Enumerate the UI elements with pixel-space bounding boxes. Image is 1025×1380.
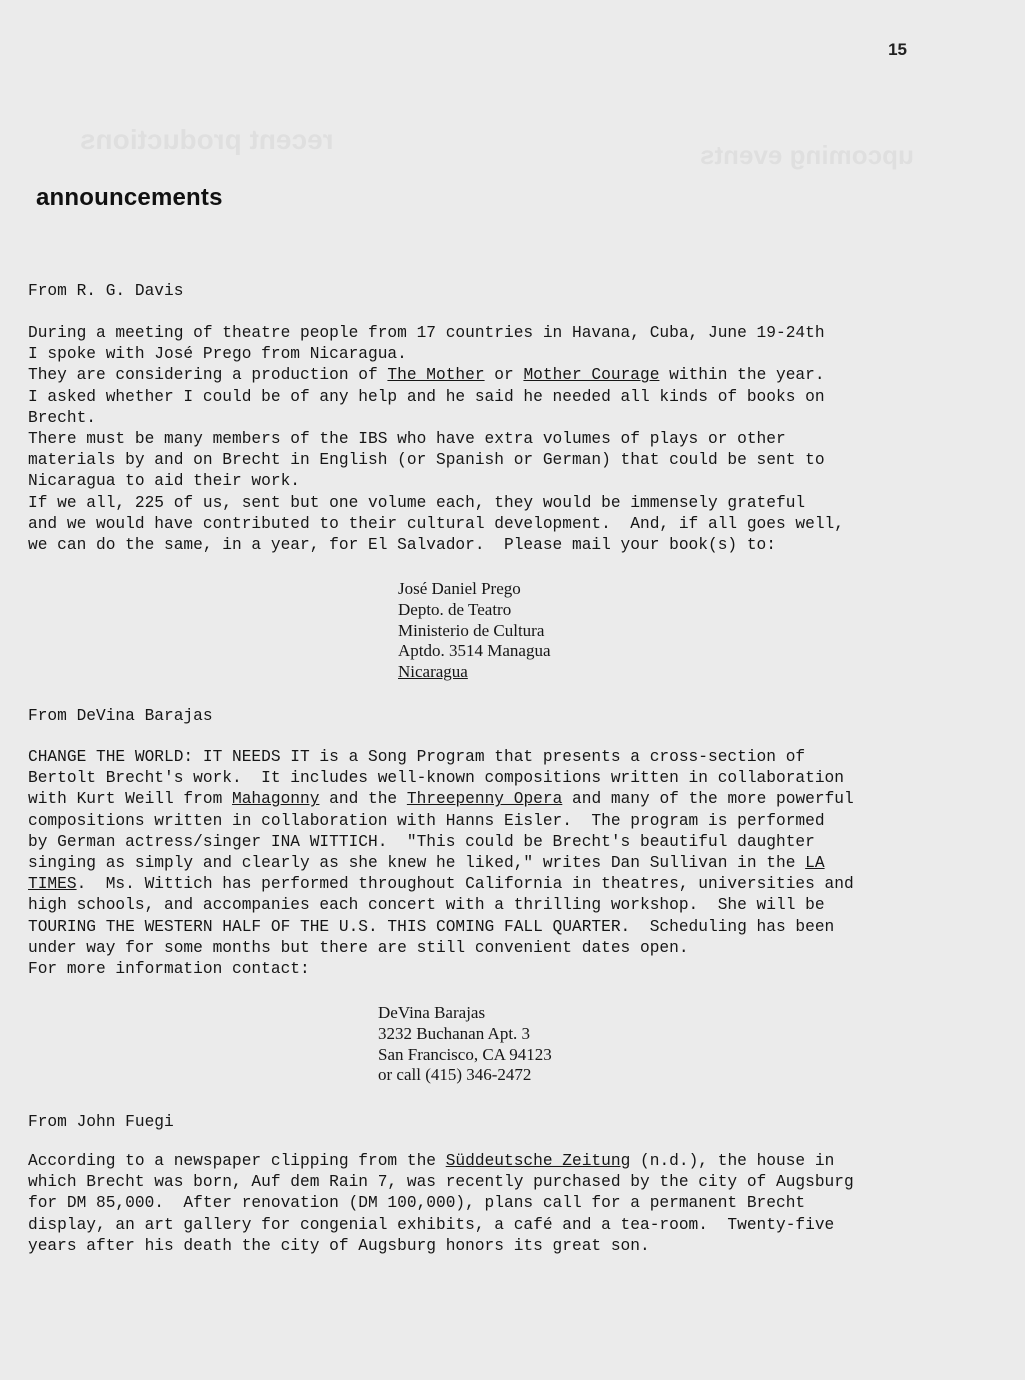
text-line: If we all, 225 of us, sent but one volume each, they would be immensely grateful	[28, 493, 806, 512]
text-span: or	[484, 366, 524, 385]
davis-from: From R. G. Davis	[28, 282, 184, 300]
text-line	[28, 1151, 854, 1172]
text-span: and many of the more powerful	[562, 790, 854, 809]
text-line: years after his death the city of Augsburg honors its great son.	[28, 1236, 650, 1255]
title-mahagonny: Mahagonny	[232, 790, 320, 809]
fuegi-from: From John Fuegi	[28, 1113, 174, 1131]
show-through-text: recent productions	[80, 124, 334, 155]
text-line	[28, 365, 844, 386]
text-line: There must be many members of the IBS who have extra volumes of plays or other	[28, 430, 786, 449]
title-threepenny-opera: Threepenny Opera	[406, 790, 563, 809]
text-line: Bertolt Brecht's work. It includes well-known compositions written in collaboration	[28, 769, 844, 788]
text-span: (n.d.), the house in	[630, 1152, 835, 1170]
text-line: we can do the same, in a year, for El Salvador. Please mail your book(s) to:	[28, 536, 776, 555]
text-line: and we would have contributed to their cultural development. And, if all goes well,	[28, 514, 844, 533]
text-line: I spoke with José Prego from Nicaragua.	[28, 345, 407, 364]
text-line: which Brecht was born, Auf dem Rain 7, was recently purchased by the city of Augsburg	[28, 1173, 854, 1192]
text-line	[28, 789, 854, 810]
text-span: According to a newspaper clipping from the	[28, 1152, 446, 1170]
title-mother-courage: Mother Courage	[523, 366, 660, 385]
text-line	[28, 874, 854, 895]
address-line: Aptdo. 3514 Managua	[398, 641, 551, 661]
text-line: TOURING THE WESTERN HALF OF THE U.S. THIS COMING FALL QUARTER. Scheduling has been	[28, 917, 835, 936]
text-line: display, an art gallery for congenial exhibits, a café and a tea-room. Twenty-five	[28, 1215, 835, 1234]
text-line: for DM 85,000. After renovation (DM 100,000), plans call for a permanent Brecht	[28, 1194, 806, 1213]
text-line: I asked whether I could be of any help and he said he needed all kinds of books on	[28, 387, 825, 406]
address-line: DeVina Barajas	[378, 1003, 486, 1022]
title-suddeutsche-zeitung: Süddeutsche Zeitung	[445, 1152, 631, 1170]
text-span: They are considering a production of	[28, 366, 388, 385]
text-line: Nicaragua to aid their work.	[28, 472, 300, 491]
davis-paragraph	[28, 323, 844, 556]
text-span: with Kurt Weill from	[28, 790, 232, 809]
title-la-times: LA	[805, 854, 825, 873]
text-line: compositions written in collaboration with Hanns Eisler. The program is performed	[28, 811, 825, 830]
text-line: Brecht.	[28, 408, 96, 427]
title-la-times: TIMES	[28, 875, 77, 894]
text-line: CHANGE THE WORLD: IT NEEDS IT is a Song Program that presents a cross-section of	[28, 748, 806, 766]
text-span: singing as simply and clearly as she knew he liked," writes Dan Sullivan in the	[28, 854, 806, 873]
barajas-address	[378, 1003, 552, 1086]
text-span: . Ms. Wittich has performed throughout California in theatres, universities and	[76, 875, 854, 894]
text-line: For more information contact:	[28, 960, 310, 979]
title-the-mother: The Mother	[387, 366, 485, 385]
address-line: José Daniel Prego	[398, 579, 521, 598]
address-line: 3232 Buchanan Apt. 3	[378, 1023, 531, 1043]
text-line: under way for some months but there are still convenient dates open.	[28, 938, 689, 957]
text-line	[28, 853, 854, 874]
barajas-paragraph	[28, 747, 854, 980]
text-line: During a meeting of theatre people from 17 countries in Havana, Cuba, June 19-24th	[28, 324, 825, 342]
address-country: Nicaragua	[398, 662, 468, 682]
text-line: by German actress/singer INA WITTICH. "This could be Brecht's beautiful daughter	[28, 832, 815, 851]
text-span: within the year.	[659, 366, 825, 385]
show-through-text: upcoming events	[700, 140, 914, 170]
address-line: or call (415) 346-2472	[378, 1065, 532, 1085]
text-line: high schools, and accompanies each concert with a thrilling workshop. She will be	[28, 896, 825, 915]
text-span: and the	[319, 790, 407, 809]
address-line: San Francisco, CA 94123	[378, 1044, 552, 1064]
section-heading: announcements	[36, 184, 223, 211]
address-line: Depto. de Teatro	[398, 599, 512, 619]
barajas-from: From DeVina Barajas	[28, 707, 213, 725]
address-line: Ministerio de Cultura	[398, 620, 545, 640]
prego-address	[398, 579, 551, 683]
page-number: 15	[888, 40, 907, 59]
text-line: materials by and on Brecht in English (or Spanish or German) that could be sent to	[28, 451, 825, 470]
fuegi-paragraph	[28, 1151, 854, 1257]
